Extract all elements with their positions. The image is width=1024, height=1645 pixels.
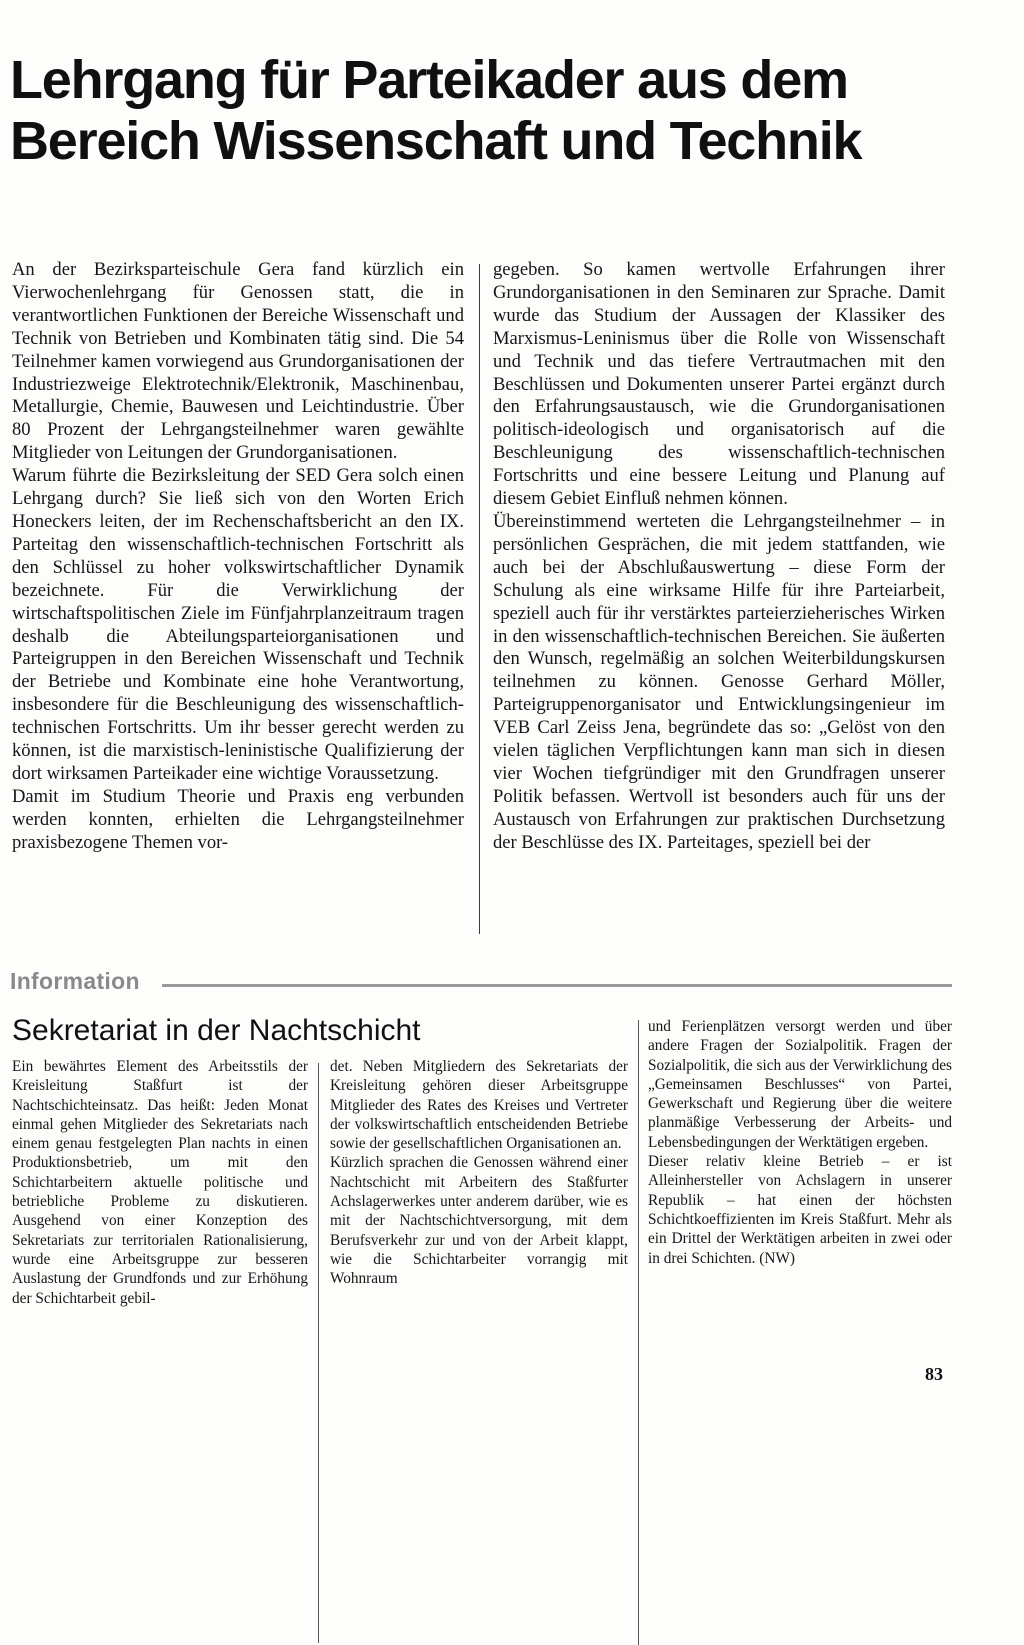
column-divider [479,264,480,934]
page-number: 83 [925,1364,943,1384]
column-divider [638,1020,639,1645]
section-rule [162,984,952,987]
article-column-right [493,259,945,855]
info-paragraph: und Ferienplätzen versorgt werden und über andere Fragen der Sozialpolitik. Fragen der Sozialpolitik, die sich aus der Verwirklichung des „Gemeinsamen Beschlusses“ von Partei, Gewerkschaft und Regierung über die weitere planmäßige Verbesserung der Arbeits- und Lebensbedingungen der Werktätigen ergeben. [648,1018,952,1151]
article-paragraph: An der Bezirksparteischule Gera fand kürzlich ein Vierwochenlehrgang für Genossen statt, die in verantwortlichen Funktionen der Bereiche Wissenschaft und Technik von Betrieben und Kombinaten tätig sind. Die 54 Teilnehmer kamen vorwiegend aus Grundorganisationen der Industriezweige Elektrotechnik/Elektronik, Maschinenbau, Metallurgie, Chemie, Bauwesen und Leichtindustrie. Über 80 Prozent der Lehrgangsteilnehmer waren gewählte Mitglieder von Leitungen der Grundorganisationen. [12,259,464,464]
article-column-left [12,259,464,855]
info-column-3 [648,1017,952,1268]
article-paragraph: gegeben. So kamen wertvolle Erfahrungen ihrer Grundorganisationen in den Seminaren zur Sprache. Damit wurde das Studium der Aussagen der Klassiker des Marxismus-Leninismus über die Rolle von Wissenschaft und Technik und das tiefere Vertrautmachen mit den Beschlüssen und Dokumenten unserer Partei ergänzt durch den Erfahrungsaustausch, wie die Grundorganisationen politisch-ideologisch und organisatorisch auf die Beschleunigung des wissenschaftlich-technischen Fortschritts und eine bessere Leitung und Planung auf diesem Gebiet Einfluß nehmen können. [493,259,945,510]
info-column-1 [12,1057,308,1308]
info-paragraph: Ein bewährtes Element des Arbeitsstils der Kreisleitung Staßfurt ist der Nachtschichteinsatz. Das heißt: Jeden Monat einmal gehen Mitglieder des Sekretariats nach einem genau festgelegten Plan nachts in einen Produktionsbetrieb, um mit den Schichtarbeitern aktuelle politische und betriebliche Probleme zu diskutieren. Ausgehend von einer Konzeption des Sekretariats zur territorialen Rationalisierung, wurde eine Arbeitsgruppe zur besseren Auslastung der Grundfonds und zur Erhöhung der Schichtarbeit gebil- [12,1058,308,1307]
info-headline: Sekretariat in der Nachtschicht [12,1014,421,1047]
section-label: Information [10,968,140,994]
article-paragraph: Warum führte die Bezirksleitung der SED Gera solch einen Lehrgang durch? Sie ließ sich von den Worten Erich Honeckers leiten, der im Rechenschaftsbericht an den IX. Parteitag den wissenschaftlich-technischen Fortschritt als den Schlüssel zu hoher volkswirtschaftlicher Dynamik bezeichnete. Für die Verwirklichung der wirtschaftspolitischen Ziele im Fünfjahrplanzeitraum tragen deshalb die Abteilungsparteiorganisationen und Parteigruppen in den Bereichen Wissenschaft und Technik der Betriebe und Kombinate eine hohe Verantwortung, insbesondere für die Beschleunigung des wissenschaftlich-technischen Fortschritts. Um ihr besser gerecht werden zu können, ist die marxistisch-leninistische Qualifizierung der dort wirksamen Parteikader eine wichtige Voraussetzung. [12,465,464,784]
info-column-2 [330,1057,628,1289]
article-headline: Lehrgang für Parteikader aus dem Bereich Wissenschaft und Technik [10,50,862,171]
article-paragraph: Übereinstimmend werteten die Lehrgangsteilnehmer – in persönlichen Gesprächen, die mit jedem stattfanden, wie auch bei der Abschlußauswertung – diese Form der Schulung als eine wirksame Hilfe für ihre Parteiarbeit, speziell auch für ihr verstärktes parteierzieherisches Wirken in den wissenschaftlich-technischen Bereichen. Sie äußerten den Wunsch, regelmäßig an solchen Weiterbildungskursen teilnehmen zu können. Genosse Gerhard Möller, Parteigruppenorganisator und Entwicklungsingenieur im VEB Carl Zeiss Jena, begründete das so: „Gelöst von den vielen täglichen Verpflichtungen kann man sich in diesen vier Wochen tiefgründiger mit den Grundfragen unserer Politik befassen. Wertvoll ist besonders auch für uns der Austausch von Erfahrungen zur praktischen Durchsetzung der Beschlüsse des IX. Parteitages, speziell bei der [493,510,945,853]
info-paragraph: det. Neben Mitgliedern des Sekretariats der Kreisleitung gehören dieser Arbeitsgruppe Mitglieder des Rates des Kreises und Vertreter der volkswirtschaftlich entscheidenden Betriebe sowie der gesellschaftlichen Organisationen an. [330,1058,628,1153]
article-paragraph: Damit im Studium Theorie und Praxis eng verbunden werden konnten, erhielten die Lehrgangsteilnehmer praxisbezogene Themen vor- [12,785,464,853]
column-divider [318,1063,319,1643]
info-paragraph: Kürzlich sprachen die Genossen während einer Nachtschicht mit Arbeitern des Staßfurter Achslagerwerkes unter anderem darüber, wie es mit der Nachtschichtversorgung, mit dem Berufsverkehr zur und von der Arbeit klappt, wie die Schichtarbeiter vorrangig mit Wohnraum [330,1154,628,1288]
info-paragraph: Dieser relativ kleine Betrieb – er ist Alleinhersteller von Achslagern in unserer Republik – hat einen der höchsten Schichtkoeffizienten im Kreis Staßfurt. Mehr als ein Drittel der Werktätigen arbeiten in zwei oder in drei Schichten. (NW) [648,1153,952,1267]
